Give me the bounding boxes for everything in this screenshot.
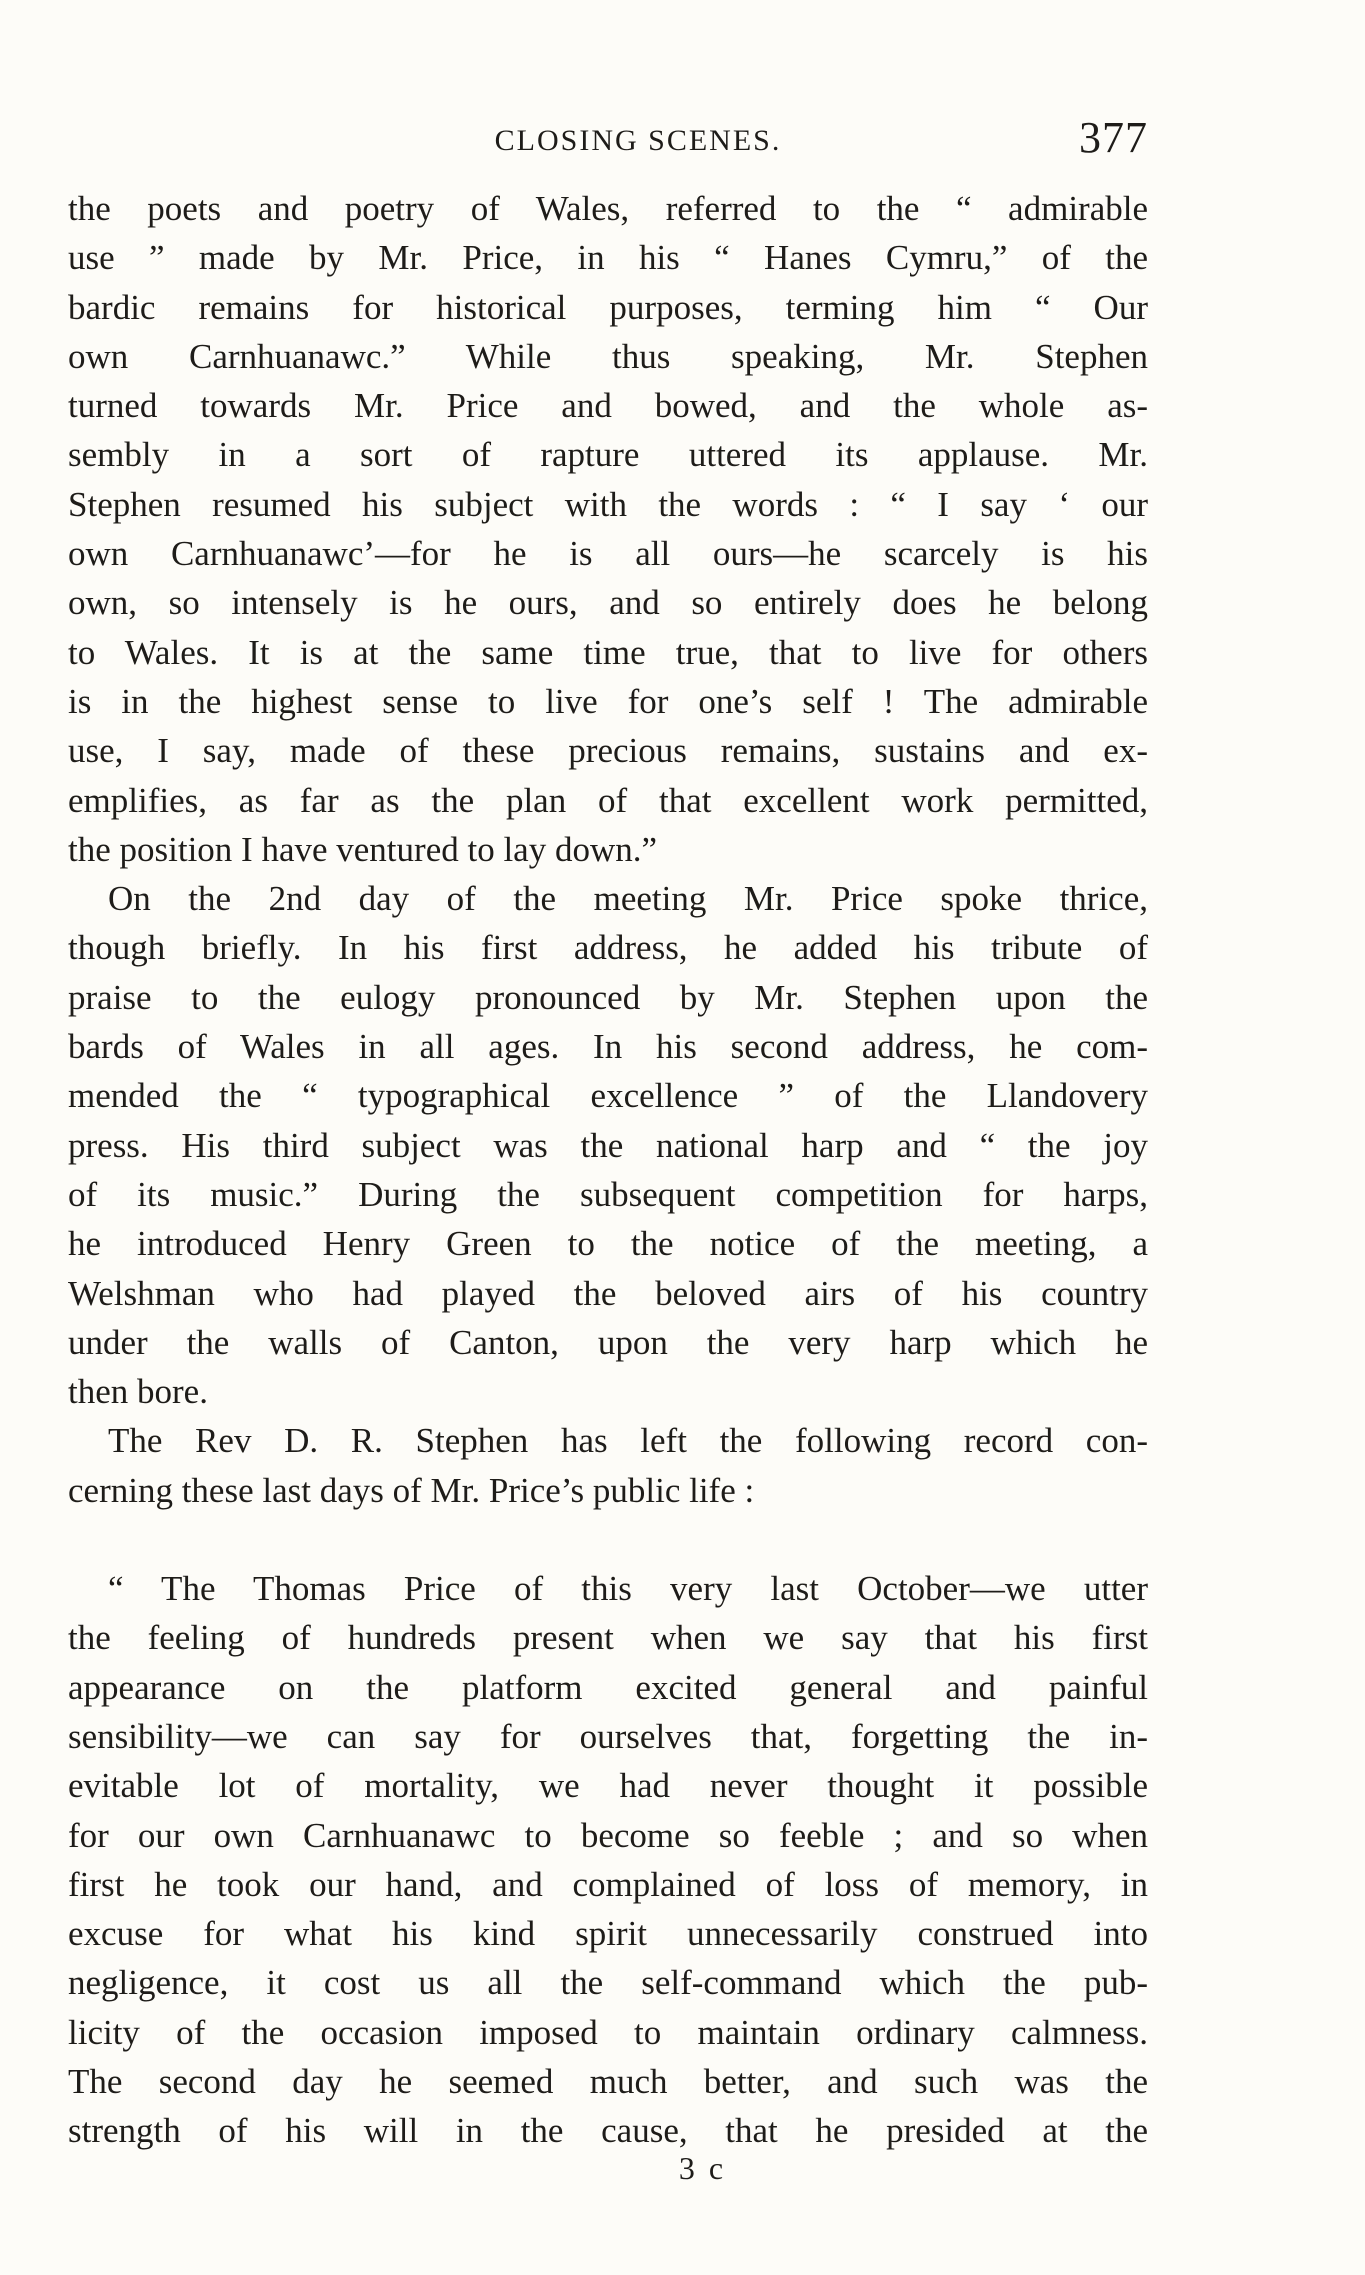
text-line: then bore. — [68, 1372, 208, 1412]
body-text — [68, 184, 1148, 2156]
printer-signature-mark: 3 c — [678, 2150, 727, 2186]
text-line: first he took our hand, and complained of loss of memory, in — [68, 1864, 1148, 1904]
text-line: press. His third subject was the national harp and “ the joy — [68, 1125, 1148, 1165]
text-line: cerning these last days of Mr. Price’s public life : — [68, 1470, 755, 1510]
text-line: The Rev D. R. Stephen has left the following record con- — [108, 1421, 1148, 1461]
text-line: The second day he seemed much better, and such was the — [68, 2061, 1148, 2101]
text-line: sembly in a sort of rapture uttered its applause. Mr. — [68, 435, 1148, 475]
running-head — [68, 112, 1148, 172]
text-line: mended the “ typographical excellence ” of the Llandovery — [68, 1076, 1148, 1116]
text-line: use ” made by Mr. Price, in his “ Hanes Cymru,” of the — [68, 238, 1148, 278]
text-line: he introduced Henry Green to the notice of the meeting, a — [68, 1224, 1148, 1264]
text-line: emplifies, as far as the plan of that excellent work permitted, — [68, 780, 1148, 820]
text-line: own Carnhuanawc.” While thus speaking, Mr. Stephen — [68, 336, 1148, 376]
text-line: is in the highest sense to live for one’s self ! The admirable — [68, 681, 1148, 721]
paragraph — [68, 1564, 1148, 2156]
paragraph — [68, 874, 1148, 1416]
text-line: to Wales. It is at the same time true, that to live for others — [68, 632, 1148, 672]
text-line: the position I have ventured to lay down.” — [68, 829, 658, 869]
text-line: turned towards Mr. Price and bowed, and the whole as- — [68, 386, 1148, 426]
text-line: “ The Thomas Price of this very last October—we utter — [108, 1569, 1148, 1609]
text-line: the feeling of hundreds present when we say that his first — [68, 1618, 1148, 1658]
text-line: the poets and poetry of Wales, referred to the “ admirable — [68, 189, 1148, 228]
text-line: bardic remains for historical purposes, terming him “ Our — [68, 287, 1148, 327]
text-line: licity of the occasion imposed to maintain ordinary calmness. — [68, 2012, 1148, 2052]
text-line: excuse for what his kind spirit unnecessarily construed into — [68, 1914, 1148, 1954]
text-line: bards of Wales in all ages. In his second address, he com- — [68, 1027, 1148, 1067]
text-line: strength of his will in the cause, that he presided at the — [68, 2111, 1148, 2151]
text-line: Stephen resumed his subject with the words : “ I say ‘ our — [68, 484, 1148, 524]
text-line: for our own Carnhuanawc to become so feeble ; and so when — [68, 1815, 1148, 1855]
paragraph — [68, 184, 1148, 874]
text-line: of its music.” During the subsequent competition for harps, — [68, 1174, 1148, 1214]
paragraph-gap — [68, 1515, 1148, 1564]
running-title: CLOSING SCENES. — [494, 124, 782, 157]
text-line: appearance on the platform excited general and painful — [68, 1667, 1148, 1707]
text-line: own Carnhuanawc’—for he is all ours—he scarcely is his — [68, 534, 1148, 574]
text-line: praise to the eulogy pronounced by Mr. Stephen upon the — [68, 977, 1148, 1017]
text-line: own, so intensely is he ours, and so entirely does he belong — [68, 583, 1148, 623]
text-line: sensibility—we can say for ourselves that, forgetting the in- — [68, 1716, 1148, 1756]
paragraph — [68, 1416, 1148, 1515]
text-line: Welshman who had played the beloved airs of his country — [68, 1273, 1148, 1313]
page-number: 377 — [1079, 113, 1148, 162]
text-line: negligence, it cost us all the self-command which the pub- — [68, 1963, 1148, 2003]
text-line: under the walls of Canton, upon the very harp which he — [68, 1322, 1148, 1362]
text-line: though briefly. In his first address, he added his tribute of — [68, 928, 1148, 968]
text-line: evitable lot of mortality, we had never thought it possible — [68, 1766, 1148, 1806]
text-line: use, I say, made of these precious remains, sustains and ex- — [68, 731, 1148, 771]
text-line: On the 2nd day of the meeting Mr. Price spoke thrice, — [108, 879, 1148, 919]
